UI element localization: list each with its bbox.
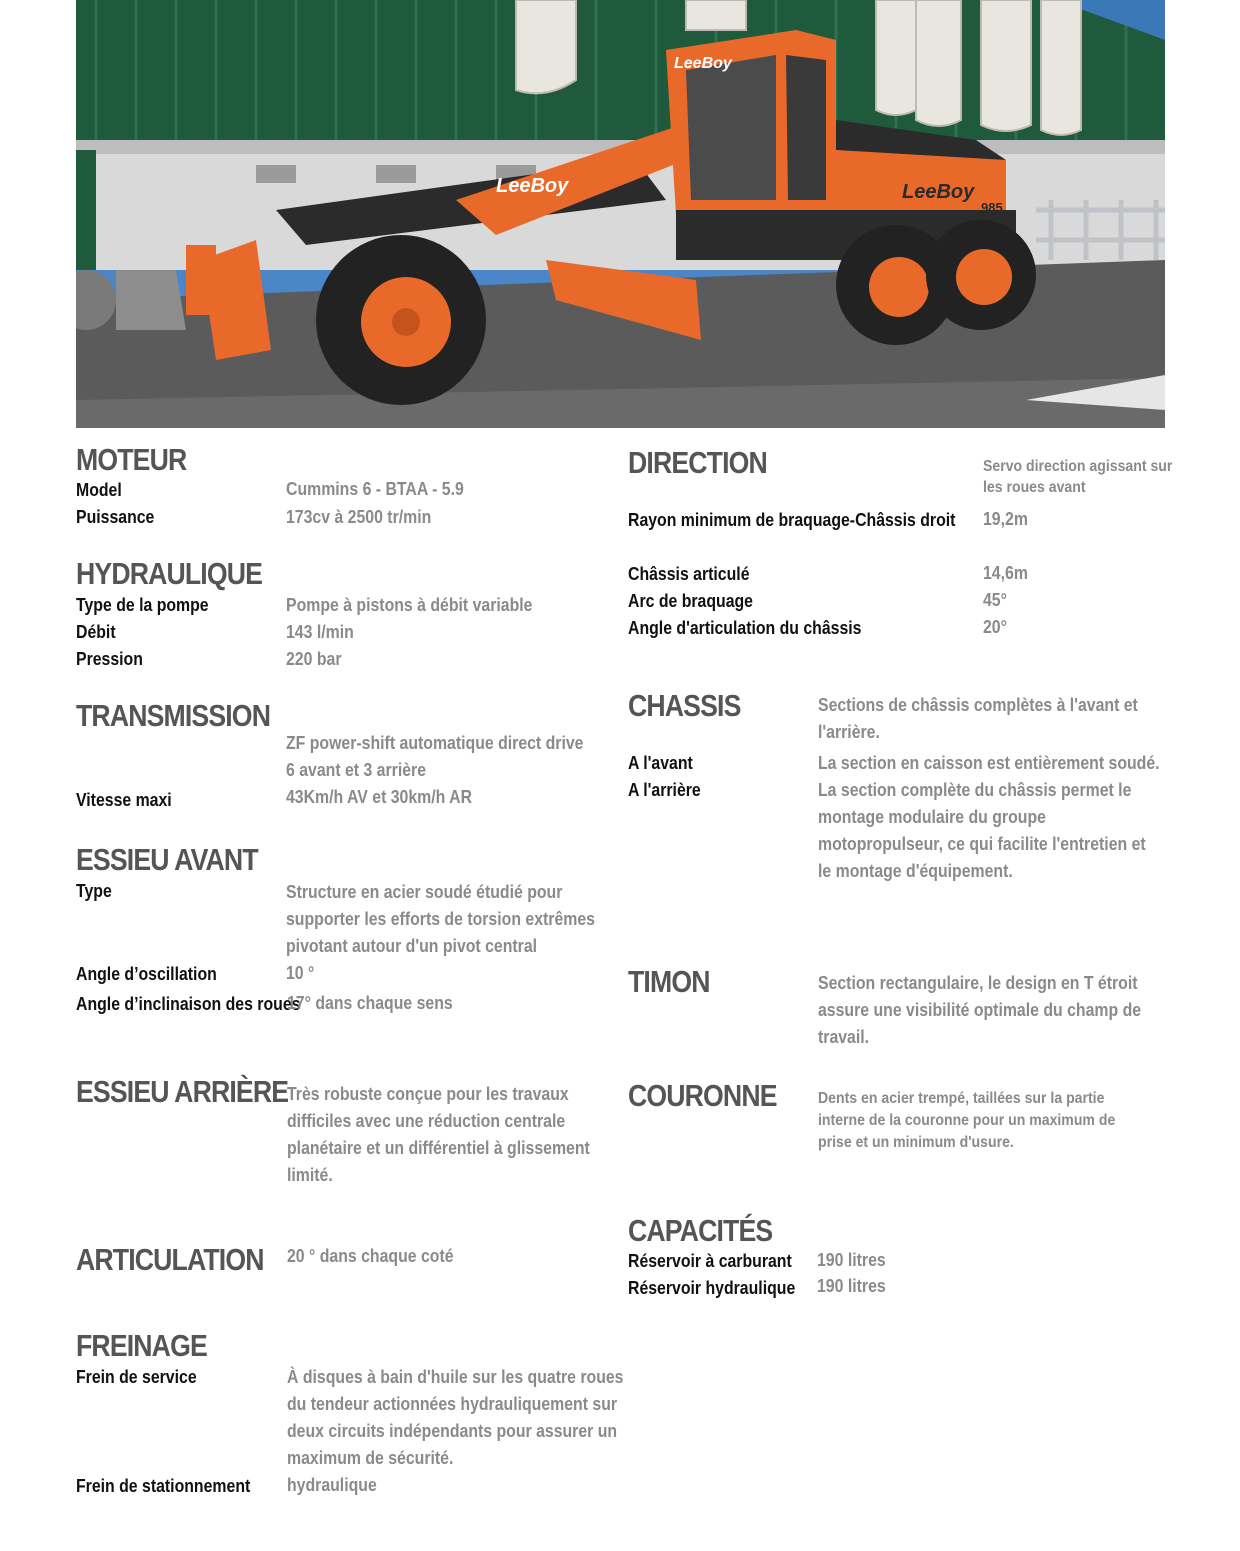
moteur-puissance-label: Puissance bbox=[76, 507, 155, 527]
freinage-title: FREINAGE bbox=[76, 1328, 207, 1363]
capacites-title: CAPACITÉS bbox=[628, 1213, 773, 1248]
essieu-avant-type-line-1: Structure en acier soudé étudié pour bbox=[286, 882, 563, 902]
chassis-desc-line-2: l'arrière. bbox=[818, 722, 880, 742]
chassis-arriere-line-1: La section complète du châssis permet le bbox=[818, 780, 1132, 800]
couronne-title: COURONNE bbox=[628, 1078, 777, 1113]
chassis-arriere-line-4: le montage d'équipement. bbox=[818, 861, 1013, 881]
timon-line-3: travail. bbox=[818, 1027, 870, 1047]
essieu-arriere-line-2: difficiles avec une réduction centrale bbox=[287, 1111, 566, 1131]
freinage-service-line-3: deux circuits indépendants pour assurer un bbox=[287, 1421, 618, 1441]
articulation-value: 20 ° dans chaque coté bbox=[287, 1246, 454, 1266]
hydraulique-title: HYDRAULIQUE bbox=[76, 556, 263, 591]
essieu-avant-title: ESSIEU AVANT bbox=[76, 842, 258, 877]
transmission-vitesse-value: 43Km/h AV et 30km/h AR bbox=[286, 787, 473, 807]
freinage-parking-value: hydraulique bbox=[287, 1475, 377, 1495]
essieu-avant-type-label: Type bbox=[76, 881, 112, 901]
chassis-title: CHASSIS bbox=[628, 688, 741, 723]
essieu-arriere-line-1: Très robuste conçue pour les travaux bbox=[287, 1084, 569, 1104]
essieu-avant-inclinaison-value: 17° dans chaque sens bbox=[287, 993, 453, 1013]
model-number: 985 bbox=[981, 200, 1003, 215]
chassis-avant-value: La section en caisson est entièrement soudé. bbox=[818, 753, 1160, 773]
hero-photo bbox=[76, 0, 1165, 428]
freinage-parking-label: Frein de stationnement bbox=[76, 1476, 251, 1496]
capacites-hydraulique-label: Réservoir hydraulique bbox=[628, 1278, 796, 1298]
transmission-title: TRANSMISSION bbox=[76, 698, 271, 733]
articulation-title: ARTICULATION bbox=[76, 1242, 264, 1277]
hydraulique-pression-value: 220 bar bbox=[286, 649, 342, 669]
capacites-hydraulique-value: 190 litres bbox=[817, 1276, 886, 1296]
transmission-vitesse-label: Vitesse maxi bbox=[76, 790, 172, 810]
hydraulique-debit-label: Débit bbox=[76, 622, 116, 642]
couronne-line-3: prise et un minimum d'usure. bbox=[818, 1134, 1014, 1151]
brand-logo-engine: LeeBoy bbox=[902, 181, 975, 203]
essieu-avant-inclinaison-label: Angle d’inclinaison des roues bbox=[76, 994, 301, 1014]
direction-desc-line-1: Servo direction agissant sur bbox=[983, 458, 1173, 475]
chassis-arriere-line-3: motopropulseur, ce qui facilite l'entretien et bbox=[818, 834, 1146, 854]
brand-logo-cab: LeeBoy bbox=[674, 55, 732, 72]
direction-angle-value: 20° bbox=[983, 617, 1007, 637]
direction-title: DIRECTION bbox=[628, 445, 767, 480]
freinage-service-line-2: du tendeur actionnées hydrauliquement sur bbox=[287, 1394, 618, 1414]
direction-rayon-label: Rayon minimum de braquage-Châssis droit bbox=[628, 510, 956, 530]
chassis-desc-line-1: Sections de châssis complètes à l'avant et bbox=[818, 695, 1138, 715]
chassis-arriere-label: A l'arrière bbox=[628, 780, 701, 800]
capacites-carburant-value: 190 litres bbox=[817, 1250, 886, 1270]
essieu-avant-oscillation-label: Angle d’oscillation bbox=[76, 964, 217, 984]
timon-line-2: assure une visibilité optimale du champ de bbox=[818, 1000, 1142, 1020]
direction-angle-label: Angle d'articulation du châssis bbox=[628, 618, 862, 638]
chassis-avant-label: A l'avant bbox=[628, 753, 693, 773]
moteur-model-label: Model bbox=[76, 480, 122, 500]
direction-desc-line-2: les roues avant bbox=[983, 479, 1086, 496]
essieu-avant-type-line-2: supporter les efforts de torsion extrêmes bbox=[286, 909, 595, 929]
direction-arc-label: Arc de braquage bbox=[628, 591, 754, 611]
essieu-avant-type-line-3: pivotant autour d'un pivot central bbox=[286, 936, 538, 956]
transmission-desc-line-1: ZF power-shift automatique direct drive bbox=[286, 733, 584, 753]
direction-chassis-articule-label: Châssis articulé bbox=[628, 564, 750, 584]
moteur-title: MOTEUR bbox=[76, 442, 187, 477]
essieu-arriere-line-3: planétaire et un différentiel à glissement bbox=[287, 1138, 590, 1158]
brand-logo-arm: LeeBoy bbox=[496, 175, 569, 197]
timon-title: TIMON bbox=[628, 964, 710, 999]
direction-arc-value: 45° bbox=[983, 590, 1007, 610]
motor-grader-illustration bbox=[76, 0, 1165, 428]
capacites-carburant-label: Réservoir à carburant bbox=[628, 1251, 792, 1271]
timon-line-1: Section rectangulaire, le design en T étroit bbox=[818, 973, 1138, 993]
moteur-puissance-value: 173cv à 2500 tr/min bbox=[286, 507, 432, 527]
couronne-line-1: Dents en acier trempé, taillées sur la partie bbox=[818, 1090, 1105, 1107]
direction-rayon-value: 19,2m bbox=[983, 509, 1028, 529]
essieu-arriere-line-4: limité. bbox=[287, 1165, 333, 1185]
freinage-service-line-4: maximum de sécurité. bbox=[287, 1448, 454, 1468]
moteur-model-value: Cummins 6 - BTAA - 5.9 bbox=[286, 479, 464, 499]
hydraulique-pression-label: Pression bbox=[76, 649, 143, 669]
hydraulique-pompe-label: Type de la pompe bbox=[76, 595, 209, 615]
transmission-desc-line-2: 6 avant et 3 arrière bbox=[286, 760, 427, 780]
hydraulique-debit-value: 143 l/min bbox=[286, 622, 354, 642]
essieu-avant-oscillation-value: 10 ° bbox=[286, 963, 315, 983]
essieu-arriere-title: ESSIEU ARRIÈRE bbox=[76, 1074, 289, 1109]
hydraulique-pompe-value: Pompe à pistons à débit variable bbox=[286, 595, 533, 615]
chassis-arriere-line-2: montage modulaire du groupe bbox=[818, 807, 1046, 827]
freinage-service-line-1: À disques à bain d'huile sur les quatre roues bbox=[287, 1367, 624, 1387]
couronne-line-2: interne de la couronne pour un maximum de bbox=[818, 1112, 1116, 1129]
freinage-service-label: Frein de service bbox=[76, 1367, 197, 1387]
direction-chassis-articule-value: 14,6m bbox=[983, 563, 1028, 583]
